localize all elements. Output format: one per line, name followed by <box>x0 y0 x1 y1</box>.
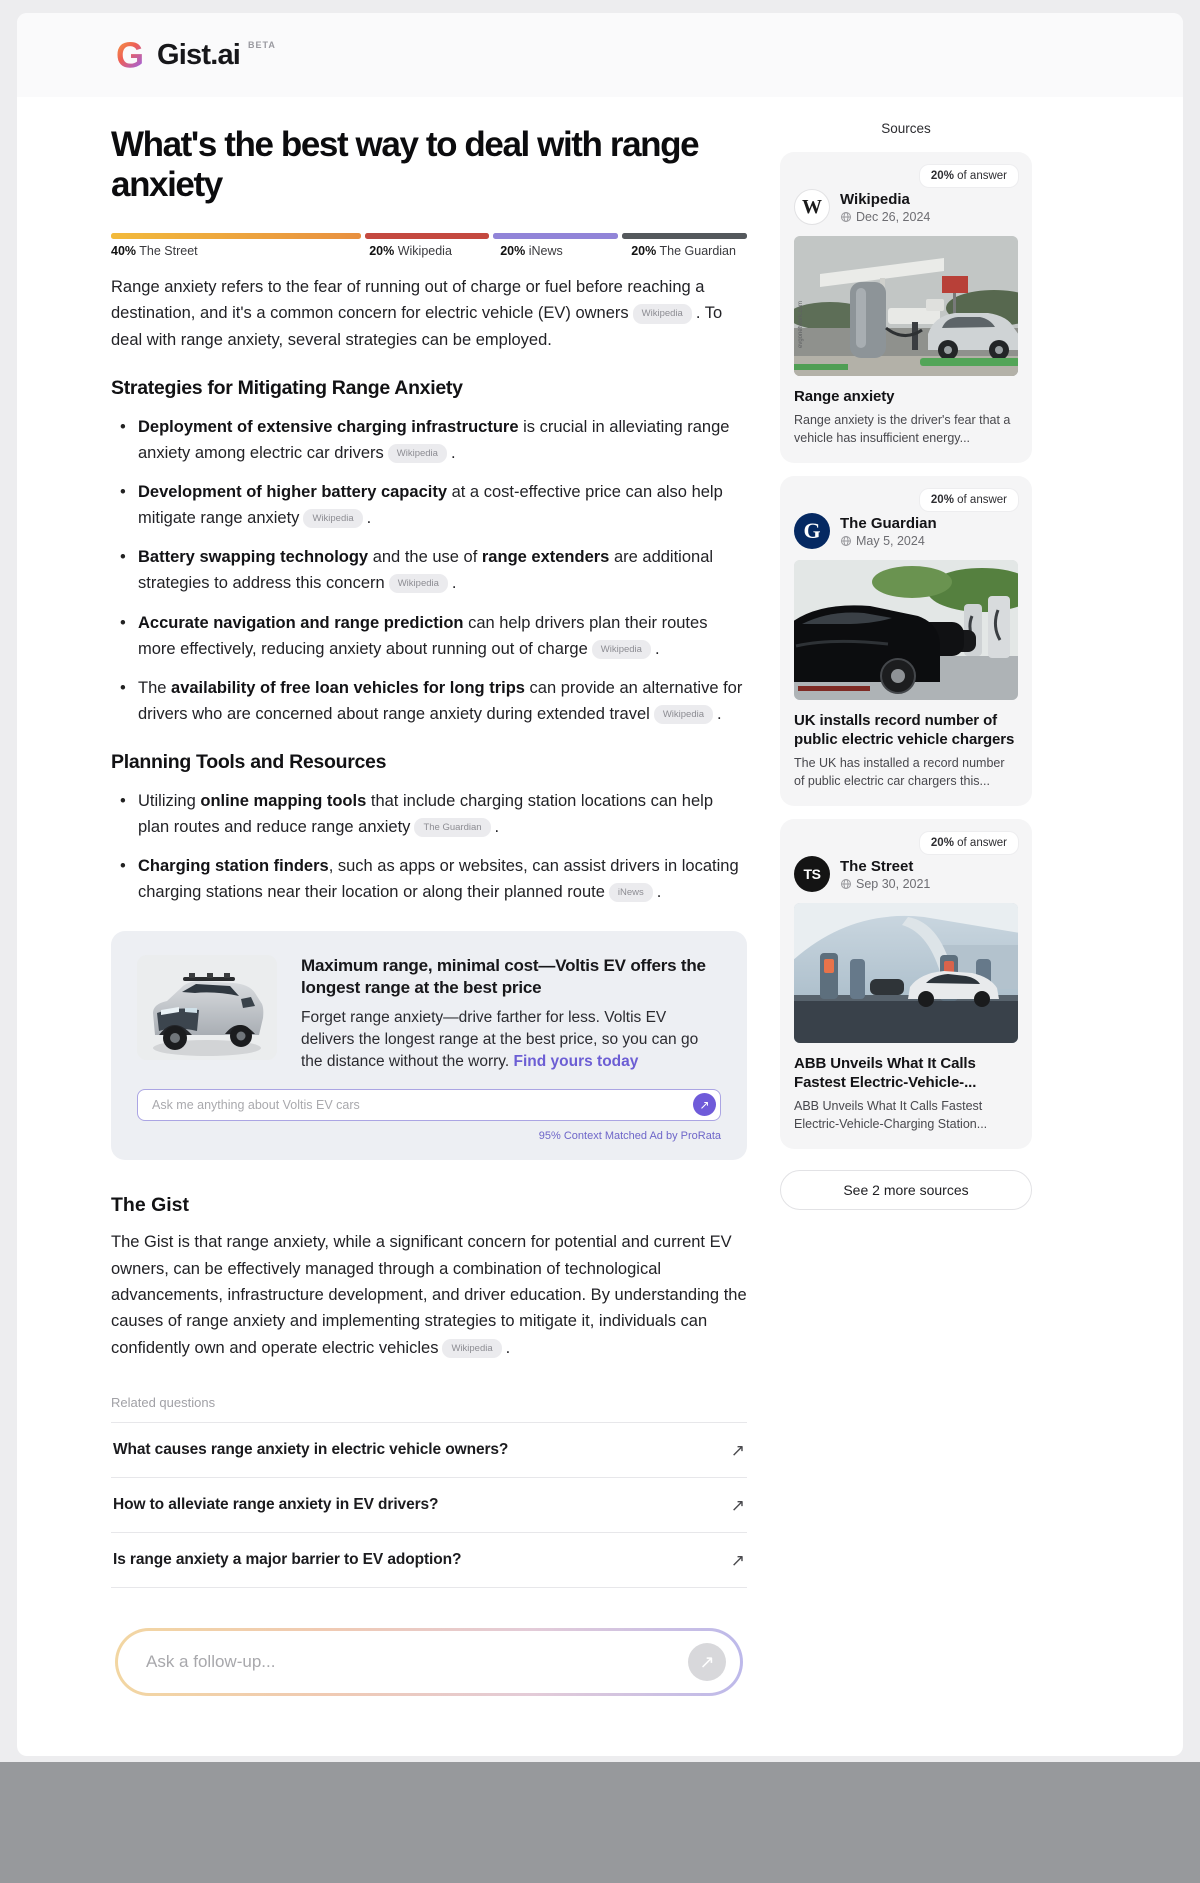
source-card-guardian[interactable] <box>780 476 1032 806</box>
source-date: Sep 30, 2021 <box>856 876 931 891</box>
source-card-thestreet[interactable] <box>780 819 1032 1149</box>
arrow-up-right-icon: ↗ <box>730 1440 745 1460</box>
citation-pill[interactable]: Wikipedia <box>388 444 447 463</box>
svg-text:G: G <box>115 36 145 74</box>
arrow-up-right-icon: ↗ <box>730 1495 745 1515</box>
gist-heading: The Gist <box>111 1194 190 1217</box>
citation-pill[interactable]: Wikipedia <box>654 705 713 724</box>
globe-icon <box>840 211 852 223</box>
arrow-up-right-icon: ↗ <box>699 1097 710 1112</box>
thestreet-article-image <box>794 903 1018 1043</box>
arrow-up-right-icon: ↗ <box>699 1651 715 1672</box>
citation-pill[interactable]: The Guardian <box>414 818 490 837</box>
gist-logo-icon <box>111 36 149 74</box>
followup-input-container <box>115 1628 743 1696</box>
list-item: • Development of higher battery capacity at a cost-effective price can also help mitigate range anxiety Wikipedia . <box>111 479 747 531</box>
svg-text:evgonetwork.com: evgonetwork.com <box>798 300 804 348</box>
arrow-up-right-icon: ↗ <box>730 1550 745 1570</box>
sponsored-ad-card <box>111 931 747 1160</box>
app-header <box>17 13 1183 97</box>
list-item: • Charging station finders, such as apps or websites, can assist drivers in locating charging stations near their location or along their planned route iNews . <box>111 853 747 905</box>
source-name: The Street <box>840 857 914 875</box>
section-heading-strategies: Strategies for Mitigating Range Anxiety <box>111 377 463 400</box>
page-title: What's the best way to deal with range anxiety <box>111 125 699 204</box>
thestreet-logo-icon: TS <box>794 856 830 892</box>
citation-pill[interactable]: Wikipedia <box>389 574 448 593</box>
list-item: • Accurate navigation and range prediction can help drivers plan their routes more effectively, reducing anxiety about running out of charge Wikipedia . <box>111 610 747 662</box>
page-card <box>17 13 1183 1756</box>
source-date: Dec 26, 2024 <box>856 209 931 224</box>
source-article-title: UK installs record number of public electric vehicle chargers <box>794 712 1015 749</box>
citation-pill[interactable]: iNews <box>609 883 653 902</box>
ad-cta-link[interactable]: Find yours today <box>513 1053 639 1071</box>
list-item: • Battery swapping technology and the use of range extenders are additional strategies to address this concern Wikipedia . <box>111 544 747 596</box>
planning-tools-list <box>111 788 747 905</box>
citation-pill[interactable]: Wikipedia <box>592 640 651 659</box>
see-more-sources-button[interactable]: See 2 more sources <box>780 1170 1032 1210</box>
related-question[interactable]: Is range anxiety a major barrier to EV adoption? ↗ <box>111 1532 747 1587</box>
source-article-desc: Range anxiety is the driver's fear that a vehicle has insufficient energy... <box>794 413 1011 445</box>
attribution-bar <box>111 233 747 239</box>
suv-illustration <box>137 955 277 1060</box>
guardian-article-image <box>794 560 1018 700</box>
attribution-segment-inews <box>493 233 618 239</box>
strategies-list <box>111 414 747 727</box>
wikipedia-article-image <box>794 236 1018 376</box>
citation-pill[interactable]: Wikipedia <box>442 1339 501 1358</box>
source-name: Wikipedia <box>840 190 910 208</box>
brand-name: Gist.ai <box>157 39 241 71</box>
list-item: • Deployment of extensive charging infrastructure is crucial in alleviating range anxiety among electric car drivers Wikipedia . <box>111 414 747 466</box>
source-article-desc: The UK has installed a record number of public electric car chargers this... <box>794 756 1005 788</box>
section-heading-planning-tools: Planning Tools and Resources <box>111 750 387 773</box>
sources-sidebar <box>780 117 1032 1756</box>
source-article-title: Range anxiety <box>794 388 895 405</box>
source-date: May 5, 2024 <box>856 533 925 548</box>
citation-pill[interactable]: Wikipedia <box>303 509 362 528</box>
answer-share-badge: 20% of answer <box>920 489 1018 511</box>
ad-text-block <box>301 955 721 1073</box>
source-article-desc: ABB Unveils What It Calls Fastest Electric-Vehicle-Charging Station... <box>794 1099 988 1131</box>
followup-input[interactable] <box>146 1652 688 1672</box>
wikipedia-logo-icon: W <box>794 189 830 225</box>
attribution-label: 20% Wikipedia <box>369 244 452 258</box>
footer-band <box>0 1762 1200 1883</box>
ad-question-input[interactable] <box>137 1089 721 1121</box>
attribution-label: 20% The Guardian <box>631 244 736 258</box>
attribution-segment-wikipedia <box>365 233 490 239</box>
ad-body: Forget range anxiety—drive farther for less. Voltis EV delivers the longest range at the best price, so you can go the distance without the worry. Find yours today <box>301 1009 699 1071</box>
answer-share-badge: 20% of answer <box>920 832 1018 854</box>
ad-vehicle-image[interactable] <box>137 955 277 1060</box>
followup-send-button[interactable] <box>688 1643 726 1681</box>
ad-disclosure: 95% Context Matched Ad by ProRata <box>538 1130 721 1143</box>
attribution-label: 40% The Street <box>111 244 198 258</box>
attribution-label: 20% iNews <box>500 244 563 258</box>
attribution-segment-thestreet <box>111 233 361 239</box>
related-question[interactable]: What causes range anxiety in electric vehicle owners? ↗ <box>111 1422 747 1477</box>
related-questions-label: Related questions <box>111 1395 216 1411</box>
answer-intro: Range anxiety refers to the fear of running out of charge or fuel before reaching a destination, and it's a common concern for electric vehicle (EV) owners Wikipedia . To deal with range anxiety, several strategies can be employed. <box>111 278 723 349</box>
attribution-segment-guardian <box>622 233 747 239</box>
globe-icon <box>840 535 852 547</box>
citation-pill[interactable]: Wikipedia <box>633 304 692 323</box>
sources-heading: Sources <box>881 121 931 136</box>
brand-logo[interactable] <box>111 36 276 74</box>
gist-summary: The Gist is that range anxiety, while a significant concern for potential and current EV owners, can be effectively managed through a combination of technological advancements, infrastructure development, and driver education. By understanding the causes of range anxiety and implementing strategies to mitigate it, individuals can confidently own and operate electric vehicles Wikipedia . <box>111 1233 747 1357</box>
attribution-labels <box>111 244 747 258</box>
source-article-title: ABB Unveils What It Calls Fastest Electric-Vehicle-... <box>794 1055 977 1092</box>
source-name: The Guardian <box>840 514 937 532</box>
beta-badge: BETA <box>248 40 276 50</box>
ad-title: Maximum range, minimal cost—Voltis EV offers the longest range at the best price <box>301 956 706 998</box>
related-questions-list <box>111 1422 747 1588</box>
answer-share-badge: 20% of answer <box>920 165 1018 187</box>
globe-icon <box>840 878 852 890</box>
guardian-logo-icon: G <box>794 513 830 549</box>
related-question[interactable]: How to alleviate range anxiety in EV drivers? ↗ <box>111 1477 747 1532</box>
source-card-wikipedia[interactable] <box>780 152 1032 463</box>
list-item: • The availability of free loan vehicles for long trips can provide an alternative for drivers who are concerned about range anxiety during extended travel Wikipedia . <box>111 675 747 727</box>
list-item: • Utilizing online mapping tools that include charging station locations can help plan routes and reduce range anxiety The Guardian . <box>111 788 747 840</box>
